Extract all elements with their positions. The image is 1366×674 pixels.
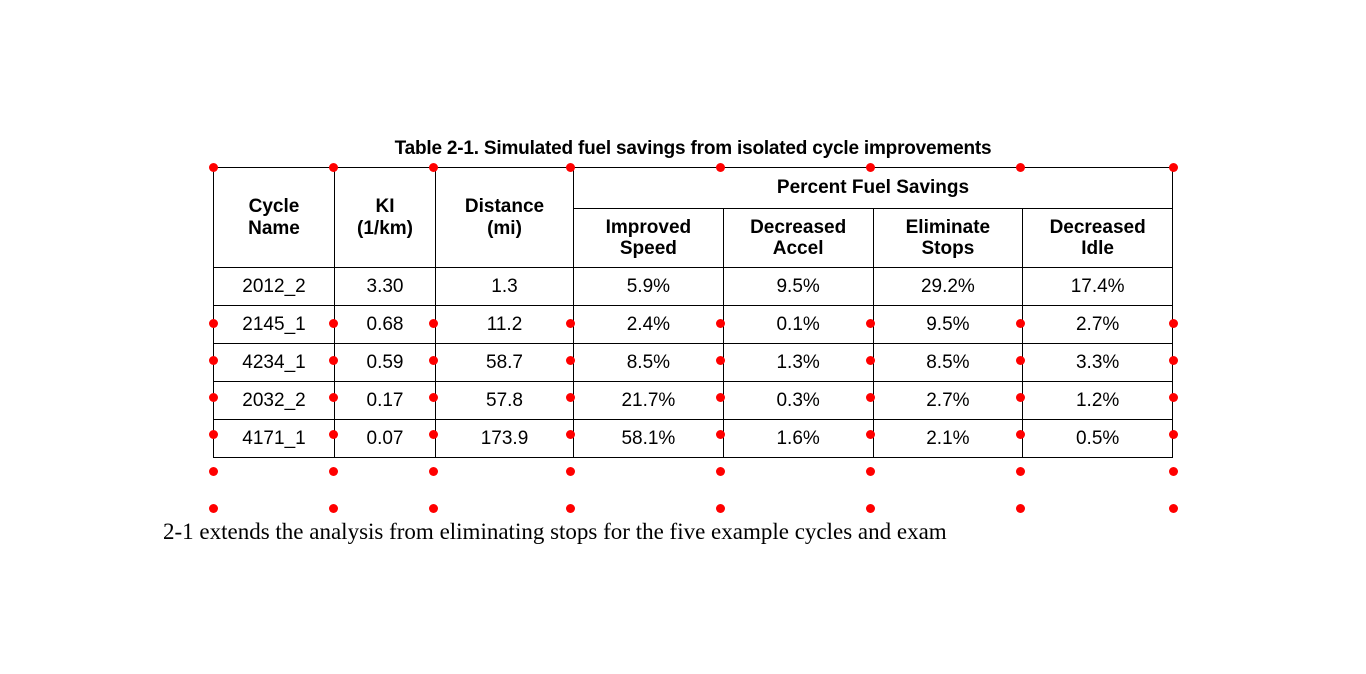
paragraph-text: 2-1 extends the analysis from eliminating stops for the five example cycles and exam	[163, 519, 947, 544]
cell-ki: 3.30	[335, 268, 436, 306]
cell-decreased-accel: 0.3%	[723, 382, 873, 420]
header-line-1: Decreased	[1049, 216, 1146, 238]
header-line-1: Decreased	[750, 216, 847, 238]
column-header-distance	[436, 168, 574, 268]
selection-handle-dot	[1169, 467, 1178, 476]
table-row	[214, 420, 1173, 458]
cell-cycle-name: 4171_1	[214, 420, 335, 458]
header-line-1: Eliminate	[905, 216, 991, 238]
cell-cycle-name: 4234_1	[214, 344, 335, 382]
cell-decreased-accel: 1.6%	[723, 420, 873, 458]
table-caption: Table 2-1. Simulated fuel savings from isolated cycle improvements	[394, 138, 992, 159]
cell-ki: 0.07	[335, 420, 436, 458]
cell-decreased-idle: 17.4%	[1023, 268, 1173, 306]
selection-handle-dot	[866, 467, 875, 476]
cell-improved-speed: 5.9%	[574, 268, 724, 306]
cell-distance: 1.3	[436, 268, 574, 306]
header-line-2: Stops	[921, 238, 975, 259]
cell-distance: 173.9	[436, 420, 574, 458]
header-line-2: Accel	[772, 238, 824, 259]
cell-decreased-accel: 9.5%	[723, 268, 873, 306]
cell-eliminate-stops: 8.5%	[873, 344, 1023, 382]
cell-eliminate-stops: 29.2%	[873, 268, 1023, 306]
selection-handle-dot	[866, 504, 875, 513]
cell-cycle-name: 2032_2	[214, 382, 335, 420]
cell-eliminate-stops: 2.1%	[873, 420, 1023, 458]
column-group-header-percent-fuel-savings: Percent Fuel Savings	[574, 168, 1173, 209]
column-header-decreased-idle	[1023, 209, 1173, 268]
cell-cycle-name: 2012_2	[214, 268, 335, 306]
selection-handle-dot	[429, 467, 438, 476]
header-line-2: (1/km)	[357, 217, 413, 239]
cell-decreased-idle: 0.5%	[1023, 420, 1173, 458]
cell-eliminate-stops: 9.5%	[873, 306, 1023, 344]
selection-handle-dot	[329, 504, 338, 513]
cell-decreased-idle: 2.7%	[1023, 306, 1173, 344]
cell-cycle-name: 2145_1	[214, 306, 335, 344]
selection-handle-dot	[429, 504, 438, 513]
header-line-2: Idle	[1081, 238, 1114, 259]
cell-ki: 0.17	[335, 382, 436, 420]
table-row	[214, 344, 1173, 382]
column-header-improved-speed	[574, 209, 724, 268]
column-header-decreased-accel	[723, 209, 873, 268]
cell-ki: 0.59	[335, 344, 436, 382]
cell-improved-speed: 8.5%	[574, 344, 724, 382]
cell-improved-speed: 58.1%	[574, 420, 724, 458]
cell-improved-speed: 2.4%	[574, 306, 724, 344]
cell-ki: 0.68	[335, 306, 436, 344]
table-header-row-1	[214, 168, 1173, 209]
cell-decreased-idle: 1.2%	[1023, 382, 1173, 420]
cell-decreased-idle: 3.3%	[1023, 344, 1173, 382]
table-body	[214, 268, 1173, 458]
selection-handle-dot	[1016, 504, 1025, 513]
table-figure	[213, 138, 1173, 458]
cell-eliminate-stops: 2.7%	[873, 382, 1023, 420]
fuel-savings-table	[213, 167, 1173, 458]
header-line-2: (mi)	[487, 217, 522, 239]
selection-handle-dot	[716, 504, 725, 513]
cell-distance: 57.8	[436, 382, 574, 420]
header-line-2: Speed	[619, 238, 677, 259]
table-row	[214, 382, 1173, 420]
cell-distance: 11.2	[436, 306, 574, 344]
column-header-ki	[335, 168, 436, 268]
cell-improved-speed: 21.7%	[574, 382, 724, 420]
column-header-cycle-name	[214, 168, 335, 268]
selection-handle-dot	[1016, 467, 1025, 476]
cell-decreased-accel: 1.3%	[723, 344, 873, 382]
header-line-1: KI	[375, 196, 395, 218]
header-line-1: Improved	[605, 216, 692, 238]
table-row	[214, 306, 1173, 344]
selection-handle-dot	[716, 467, 725, 476]
selection-handle-dot	[209, 467, 218, 476]
selection-handle-dot	[209, 504, 218, 513]
selection-handle-dot	[566, 467, 575, 476]
header-line-2: Name	[248, 217, 300, 239]
selection-handle-dot	[566, 504, 575, 513]
table-row	[214, 268, 1173, 306]
table-head	[214, 168, 1173, 268]
cell-decreased-accel: 0.1%	[723, 306, 873, 344]
header-line-1: Distance	[464, 196, 545, 218]
cell-distance: 58.7	[436, 344, 574, 382]
selection-handle-dot	[329, 467, 338, 476]
selection-handle-dot	[1169, 504, 1178, 513]
header-line-1: Cycle	[248, 196, 300, 218]
column-header-eliminate-stops	[873, 209, 1023, 268]
